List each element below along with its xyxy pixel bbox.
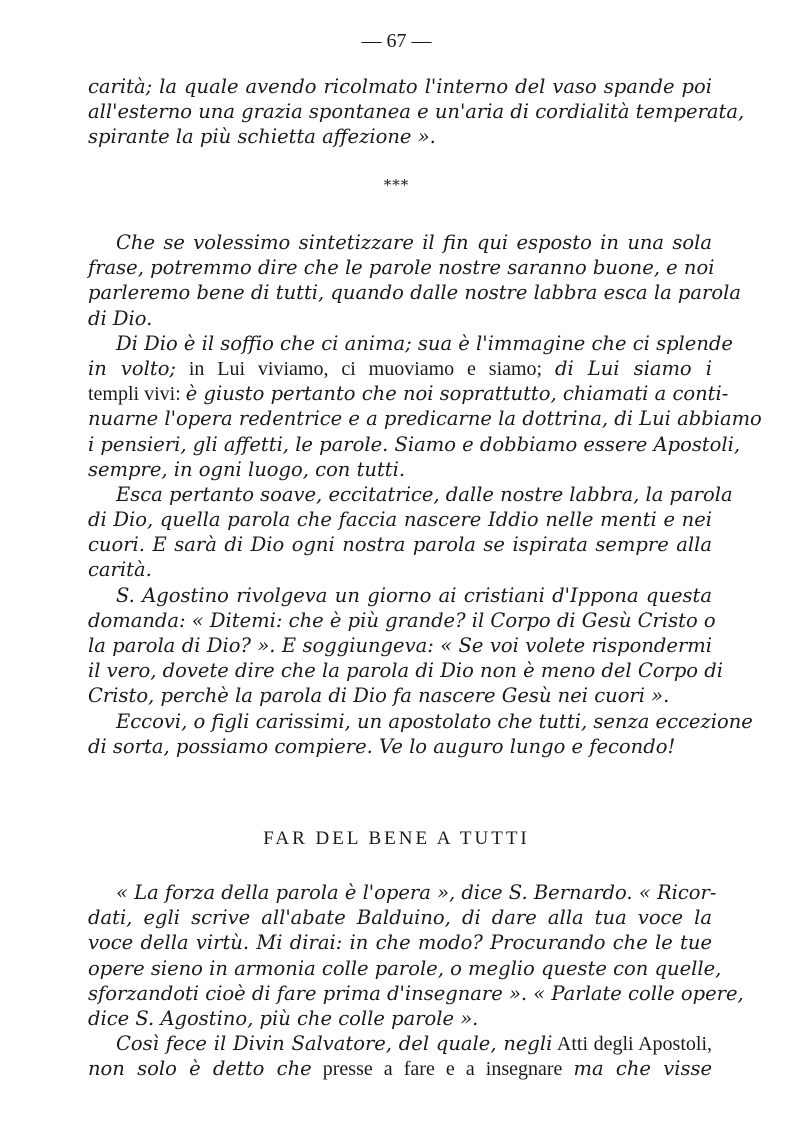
text-span: di sorta, possiamo compiere. Ve lo auguro lungo e fecondo! bbox=[88, 734, 676, 758]
text-line bbox=[88, 683, 712, 708]
text-line bbox=[88, 880, 717, 905]
text-line bbox=[88, 381, 729, 406]
text-line bbox=[88, 255, 715, 280]
text-span: frase, potremmo dire che le parole nostre saranno buone, e noi bbox=[88, 256, 715, 280]
text-line bbox=[88, 432, 741, 457]
text-line bbox=[88, 507, 712, 532]
text-line bbox=[88, 280, 741, 305]
text-span: opere sieno in armonia colle parole, o meglio queste con quelle, bbox=[88, 956, 722, 980]
text-line bbox=[88, 956, 722, 981]
text-span: Esca pertanto soave, eccitatrice, dalle nostre labbra, la parola bbox=[116, 482, 733, 506]
text-line bbox=[88, 406, 762, 431]
text-line bbox=[88, 230, 712, 255]
text-span: la parola di Dio? ». E soggiungeva: « Se voi volete rispondermi bbox=[88, 634, 712, 657]
text-block-continuation bbox=[88, 74, 745, 150]
text-span: Atti degli Apostoli, bbox=[552, 1033, 713, 1056]
text-line bbox=[88, 734, 712, 759]
text-span: carità; la quale avendo ricolmato l'interno del vaso spande poi bbox=[88, 75, 712, 98]
text-line bbox=[88, 532, 712, 557]
text-span: sforzandoti cioè di fare prima d'insegnare ». « Parlate colle opere, bbox=[88, 981, 744, 1005]
text-line bbox=[88, 482, 733, 507]
text-span: cuori. E sarà di Dio ogni nostra parola se ispirata sempre alla bbox=[88, 533, 712, 557]
text-span: sempre, in ogni luogo, con tutti. bbox=[88, 457, 406, 481]
text-line bbox=[88, 457, 712, 482]
text-span: Così fece il Divin Salvatore, del quale, negli bbox=[116, 1032, 553, 1056]
page-number: — 67 — bbox=[361, 30, 432, 52]
text-line bbox=[88, 74, 712, 99]
text-line bbox=[88, 930, 712, 955]
text-span: il vero, dovete dire che la parola di Dio non è meno del Corpo di bbox=[88, 659, 723, 683]
text-span: voce della virtù. Mi dirai: in che modo? Procurando che le tue bbox=[88, 931, 712, 955]
text-line bbox=[88, 306, 712, 331]
text-line bbox=[88, 633, 712, 658]
text-span: all'esterno una grazia spontanea e un'aria di cordialità temperata, bbox=[88, 100, 745, 124]
text-line bbox=[88, 905, 712, 930]
text-span: S. Agostino rivolgeva un giorno ai cristiani d'Ippona questa bbox=[116, 583, 712, 607]
text-line bbox=[88, 557, 712, 582]
text-span: in Lui viviamo, ci muoviamo e siamo; bbox=[176, 357, 555, 380]
text-line bbox=[88, 99, 745, 124]
text-line bbox=[88, 658, 723, 683]
text-span: domanda: « Ditemi: che è più grande? il Corpo di Gesù Cristo o bbox=[88, 608, 716, 632]
text-line bbox=[88, 1031, 712, 1056]
text-span: dati, egli scrive all'abate Balduino, di dare alla tua voce la bbox=[88, 906, 712, 930]
text-span: ma che visse bbox=[573, 1057, 713, 1081]
text-span: di Lui siamo i bbox=[554, 356, 712, 380]
text-line bbox=[88, 124, 712, 149]
text-line bbox=[88, 331, 733, 356]
text-span: di Dio. bbox=[88, 306, 153, 330]
text-block-section bbox=[88, 880, 744, 1082]
text-span: Che se volessimo sintetizzare il fin qui esposto in una sola bbox=[116, 231, 712, 254]
text-span: « La forza della parola è l'opera », dice S. Bernardo. « Ricor- bbox=[116, 881, 717, 904]
text-block-main bbox=[88, 230, 762, 759]
text-span: dice S. Agostino, più che colle parole ». bbox=[88, 1006, 479, 1030]
text-span: carità. bbox=[88, 558, 152, 582]
text-line bbox=[88, 583, 712, 608]
text-span: templi vivi: bbox=[88, 383, 186, 406]
text-span: Eccovi, o figli carissimi, un apostolato che tutti, senza eccezione bbox=[116, 709, 753, 733]
text-span: spirante la più schietta affezione ». bbox=[88, 125, 436, 149]
text-span: è giusto pertanto che noi soprattutto, chiamati a conti- bbox=[185, 382, 729, 406]
text-line bbox=[88, 981, 744, 1006]
text-line bbox=[88, 356, 712, 381]
text-line bbox=[88, 1056, 712, 1081]
text-span: di Dio, quella parola che faccia nascere Iddio nelle menti e nei bbox=[88, 508, 712, 532]
text-line bbox=[88, 1006, 712, 1031]
text-span: presse a fare e a insegnare bbox=[311, 1058, 574, 1081]
text-span: in volto; bbox=[88, 356, 176, 380]
text-line bbox=[88, 709, 753, 734]
section-heading: FAR DEL BENE A TUTTI bbox=[263, 828, 530, 849]
text-span: Cristo, perchè la parola di Dio fa nascere Gesù nei cuori ». bbox=[88, 684, 670, 708]
text-span: i pensieri, gli affetti, le parole. Siamo e dobbiamo essere Apostoli, bbox=[88, 432, 741, 456]
text-span: parleremo bene di tutti, quando dalle nostre labbra esca la parola bbox=[88, 281, 741, 305]
text-line bbox=[88, 608, 716, 633]
text-span: Di Dio è il soffio che ci anima; sua è l'immagine che ci splende bbox=[116, 331, 733, 355]
text-span: nuarne l'opera redentrice e a predicarne la dottrina, di Lui abbiamo bbox=[88, 407, 762, 431]
text-span: non solo è detto che bbox=[88, 1057, 312, 1081]
asterism-divider: *** bbox=[383, 176, 410, 194]
